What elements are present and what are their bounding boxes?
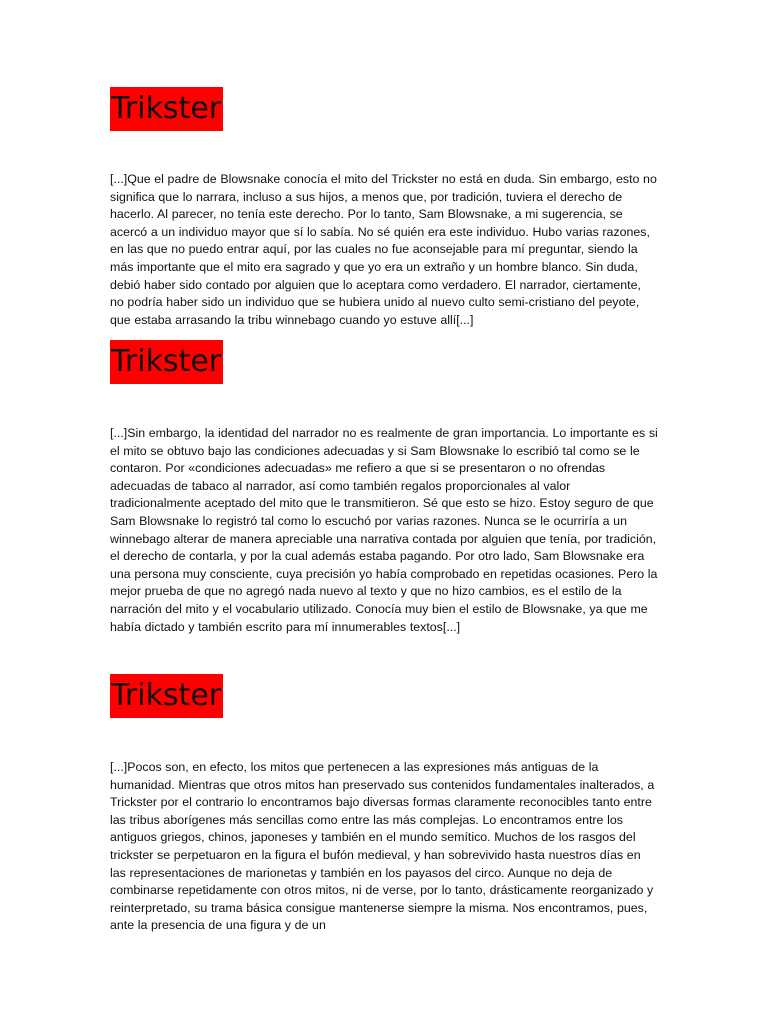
section-paragraph: [...]Pocos son, en efecto, los mitos que pertenecen a las expresiones más antiguas de la humanidad. Mientras que otros mitos han preservado sus contenidos fundamentales inalterados, a Trickster por el contrario lo encontramos bajo diversas formas claramente reconocibles tanto entre las tribus aborígenes más sencillas como entre las más complejas. Lo encontramos entre los antiguos griegos, chinos, japoneses y también en el mundo semítico. Muchos de los rasgos del trickster se perpetuaron en la figura el bufón medieval, y han sobrevivido hasta nuestros días en las representaciones de marionetas y también en los payasos del circo. Aunque no deja de combinarse repetidamente con otros mitos, ni de verse, por lo tanto, drásticamente reorganizado y reinterpretado, su trama básica consigue mantenerse siempre la misma. Nos encontramos, pues, ante la presencia de una figura y de un bbox=[110, 760, 655, 933]
section-title: Trikster bbox=[110, 674, 223, 718]
section-paragraph: [...]Que el padre de Blowsnake conocía el mito del Trickster no está en duda. Sin embargo, esto no significa que lo narrara, incluso a sus hijos, a menos que, por tradición, tuviera el derecho de hacerlo. Al parecer, no tenía este derecho. Por lo tanto, Sam Blowsnake, a mi sugerencia, se acercó a un individuo mayor que sí lo sabía. No sé quién era este individuo. Hubo varias razones, en las que no puedo entrar aquí, por las cuales no fue aconsejable para mí preguntar, siendo la más importante que el mito era sagrado y que yo era un extraño y un hombre blanco. Sin duda, debió haber sido contado por alguien que lo aceptara como verdadero. El narrador, ciertamente, no podría haber sido un individuo que se hubiera unido al nuevo culto semi-cristiano del peyote, que estaba arrasando la tribu winnebago cuando yo estuve allí[...] bbox=[110, 172, 657, 327]
section-title: Trikster bbox=[110, 340, 223, 384]
section-paragraph: [...]Sin embargo, la identidad del narrador no es realmente de gran importancia. Lo importante es si el mito se obtuvo bajo las condiciones adecuadas y si Sam Blowsnake lo escribió tal como se le contaron. Por «condiciones adecuadas» me refiero a que si se presentaron o no ofrendas adecuadas de tabaco al narrador, así como también regalos proporcionales al valor tradicionalmente aceptado del mito que le transmitieron. Sé que esto se hizo. Estoy seguro de que Sam Blowsnake lo registró tal como lo escuchó por varias razones. Nunca se le ocurriría a un winnebago alterar de manera apreciable una narrativa contada por alguien que tenía, por tradición, el derecho de contarla, y por la cual además estaba pagando. Por otro lado, Sam Blowsnake era una persona muy consciente, cuya precisión yo había comprobado en repetidas ocasiones. Pero la mejor prueba de que no agregó nada nuevo al texto y que no hizo cambios, es el estilo de la narración del mito y el vocabulario utilizado. Conocía muy bien el estilo de Blowsnake, ya que me había dictado y también escrito para mí innumerables textos[...] bbox=[110, 426, 658, 634]
section-title: Trikster bbox=[110, 87, 223, 131]
